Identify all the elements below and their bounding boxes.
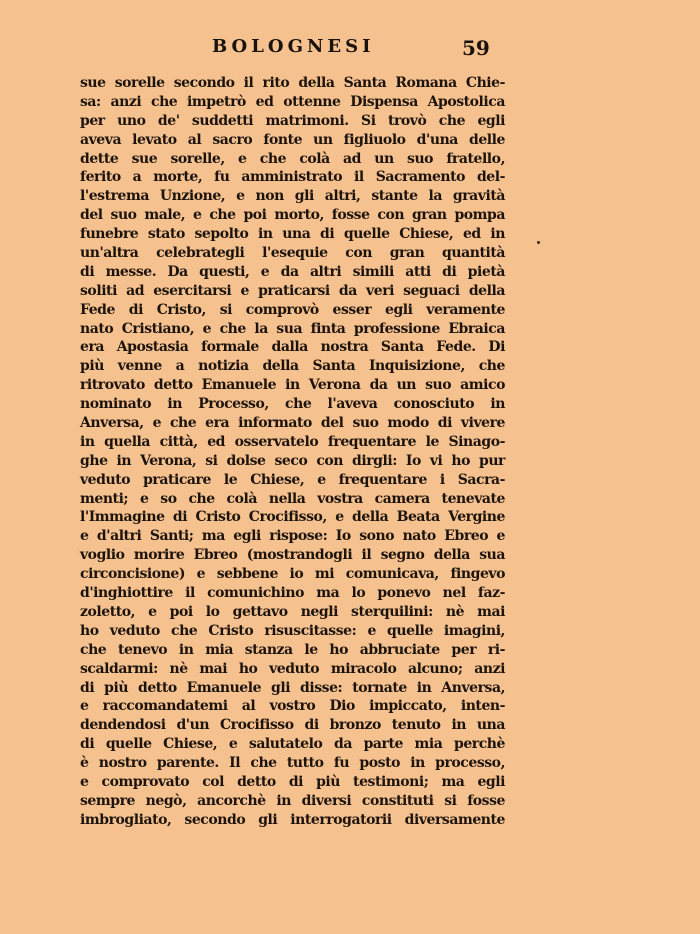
text-line: sue sorelle secondo il rito della Santa Romana Chie-: [80, 75, 505, 91]
page-number: 59: [462, 36, 490, 60]
text-line: circoncisione) e sebbene io mi comunicava, fingevo: [80, 566, 505, 583]
text-line: voglio morire Ebreo (mostrandogli il segno della sua: [80, 547, 505, 564]
text-line: l'Immagine di Cristo Crocifisso, e della Beata Vergine: [80, 509, 505, 526]
text-line: dette sue sorelle, e che colà ad un suo fratello,: [80, 150, 505, 167]
running-head: [0, 36, 700, 64]
text-line: funebre stato sepolto in una di quelle Chiese, ed in: [80, 226, 505, 243]
text-line: soliti ad esercitarsi e praticarsi da veri seguaci della: [80, 282, 505, 299]
body-text: [80, 74, 505, 830]
text-line: Anversa, e che era informato del suo modo di vivere: [80, 415, 505, 432]
text-line: nato Cristiano, e che la sua finta professione Ebraica: [80, 320, 505, 337]
text-line: per uno de' suddetti matrimoni. Si trovò che egli: [80, 112, 505, 129]
text-line: sempre negò, ancorchè in diversi constituti si fosse: [80, 792, 505, 809]
text-line: in quella città, ed osservatelo frequentare le Sinago-: [80, 433, 505, 450]
text-line: d'inghiottire il comunichino ma lo ponevo nel faz-: [80, 585, 505, 602]
text-line: nominato in Processo, che l'aveva conosciuto in: [80, 396, 505, 413]
text-line: e raccomandatemi al vostro Dio impiccato, inten-: [80, 698, 505, 715]
text-line: e comprovato col detto di più testimoni; ma egli: [80, 773, 505, 790]
text-line: ghe in Verona, si dolse seco con dirgli: Io vi ho pur: [80, 452, 505, 469]
text-line: zoletto, e poi lo gettavo negli sterquilini: nè mai: [80, 603, 505, 620]
text-line: e d'altri Santi; ma egli rispose: Io sono nato Ebreo e: [80, 528, 505, 545]
text-line: veduto praticare le Chiese, e frequentare i Sacra-: [80, 471, 505, 488]
running-title: BOLOGNESI: [212, 36, 375, 57]
text-line: di più detto Emanuele gli disse: tornate in Anversa,: [80, 679, 505, 696]
text-line: più venne a notizia della Santa Inquisizione, che: [80, 358, 505, 375]
text-line: l'estrema Unzione, e non gli altri, stante la gravità: [80, 188, 505, 205]
text-line: era Apostasia formale dalla nostra Santa Fede. Di: [80, 339, 505, 356]
text-line: di quelle Chiese, e salutatelo da parte mia perchè: [80, 736, 505, 753]
text-line: è nostro parente. Il che tutto fu posto in processo,: [80, 755, 505, 772]
text-line: scaldarmi: nè mai ho veduto miracolo alcuno; anzi: [80, 660, 505, 677]
text-line: del suo male, e che poi morto, fosse con gran pompa: [80, 207, 505, 224]
text-line: dendendosi d'un Crocifisso di bronzo tenuto in una: [80, 717, 505, 734]
text-line: sa: anzi che impetrò ed ottenne Dispensa Apostolica: [80, 93, 505, 110]
text-line: menti; e so che colà nella vostra camera tenevate: [80, 490, 505, 507]
text-line: Fede di Cristo, si comprovò esser egli veramente: [80, 301, 505, 318]
text-line: di messe. Da questi, e da altri simili atti di pietà: [80, 263, 505, 280]
text-line: ho veduto che Cristo risuscitasse: e quelle imagini,: [80, 622, 505, 639]
ink-speck: [537, 241, 540, 244]
text-line: che tenevo in mia stanza le ho abbruciate per ri-: [80, 641, 505, 658]
text-line: aveva levato al sacro fonte un figliuolo d'una delle: [80, 131, 505, 148]
text-line: imbrogliato, secondo gli interrogatorii diversamente: [80, 811, 505, 828]
text-line: ferito a morte, fu amministrato il Sacramento del-: [80, 169, 505, 186]
text-line: un'altra celebrategli l'esequie con gran quantità: [80, 245, 505, 262]
text-line: ritrovato detto Emanuele in Verona da un suo amico: [80, 377, 505, 394]
